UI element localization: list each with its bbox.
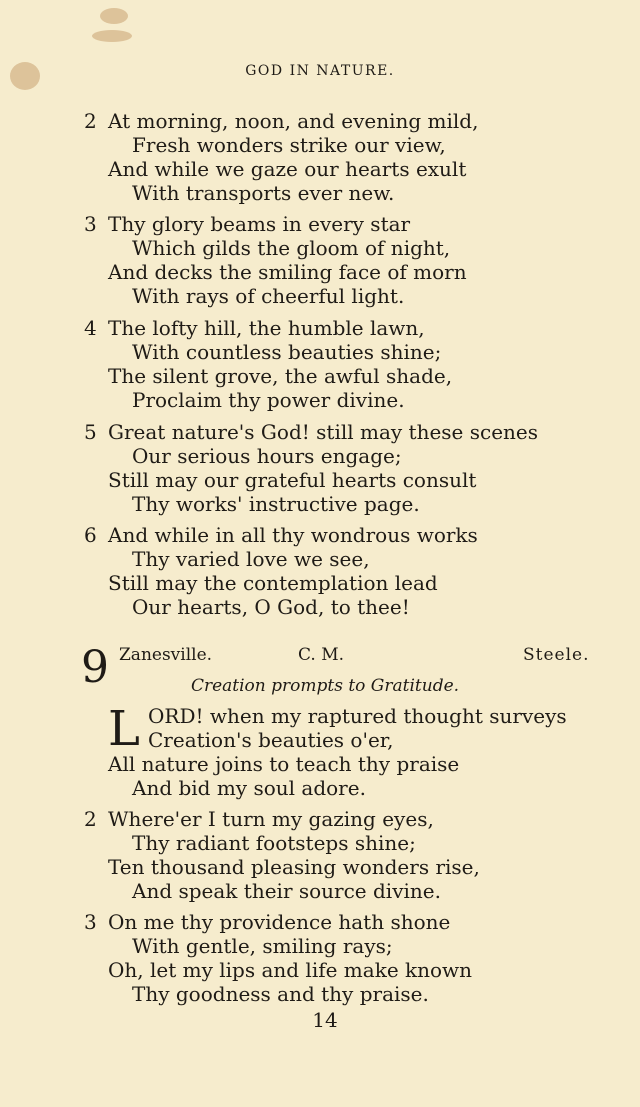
verse-line: Our hearts, O God, to thee! [132,595,410,619]
drop-cap: L [108,701,140,757]
stanza-number: 3 [84,910,97,934]
verse-line: With gentle, smiling rays; [132,934,393,958]
stanza [84,807,604,903]
stanza [84,316,604,412]
verse-line: Thy varied love we see, [132,547,370,571]
verse-line: Fresh wonders strike our view, [132,133,446,157]
verse-line: Still may the contemplation lead [108,571,438,595]
tune-name: Zanesville. [119,645,213,665]
author-name: Steele. [523,645,590,665]
stanza [84,420,604,516]
stanza [84,212,604,308]
verse-line: 2 At morning, noon, and evening mild, [84,109,479,133]
verse-line: Which gilds the gloom of night, [132,236,451,260]
hymn-subtitle: Creation prompts to Gratitude. [190,676,460,696]
verse-line: With transports ever new. [132,181,395,205]
verse-line: 4 The lofty hill, the humble lawn, [84,316,425,340]
hymn-number: 9 [81,642,109,693]
stanza-number: 6 [84,523,97,547]
verse-line: And while we gaze our hearts exult [108,157,467,181]
verse-line: And speak their source divine. [132,879,441,903]
verse-line: Proclaim thy power divine. [132,388,405,412]
foxing-stain [92,30,132,42]
verse-line: 6 And while in all thy wondrous works [84,523,478,547]
stanza-number: 2 [84,109,97,133]
running-header: GOD IN NATURE. [245,63,395,79]
verse-line: All nature joins to teach thy praise [108,752,460,776]
stanza-number: 2 [84,807,97,831]
verse-line: The silent grove, the awful shade, [108,364,453,388]
verse-line: 5 Great nature's God! still may these scenes [84,420,539,444]
verse-line: Creation's beauties o'er, [148,728,394,752]
verse-line: With rays of cheerful light. [132,284,405,308]
stanza-number: 3 [84,212,97,236]
meter: C. M. [298,645,345,665]
stanza-number: 4 [84,316,97,340]
verse-line: With countless beauties shine; [132,340,442,364]
verse-line: Ten thousand pleasing wonders rise, [108,855,480,879]
verse-line: Oh, let my lips and life make known [108,958,473,982]
stanza [84,523,604,619]
verse-line: Thy works' instructive page. [132,492,420,516]
stanza [84,910,604,1006]
verse-line: Thy goodness and thy praise. [132,982,429,1006]
verse-line: 3 Thy glory beams in every star [84,212,411,236]
verse-line: 3 On me thy providence hath shone [84,910,451,934]
stanza [84,109,604,205]
verse-line: And bid my soul adore. [132,776,366,800]
verse-line: Still may our grateful hearts consult [108,468,477,492]
stanza [84,728,604,800]
verse-line: And decks the smiling face of morn [108,260,467,284]
page-number: 14 [312,1008,338,1032]
verse-line: Thy radiant footsteps shine; [132,831,416,855]
stanza-number: 5 [84,420,97,444]
verse-line: 2 Where'er I turn my gazing eyes, [84,807,434,831]
verse-line: ORD! when my raptured thought surveys [148,704,567,728]
verse-line: Our serious hours engage; [132,444,402,468]
foxing-stain [100,8,128,24]
